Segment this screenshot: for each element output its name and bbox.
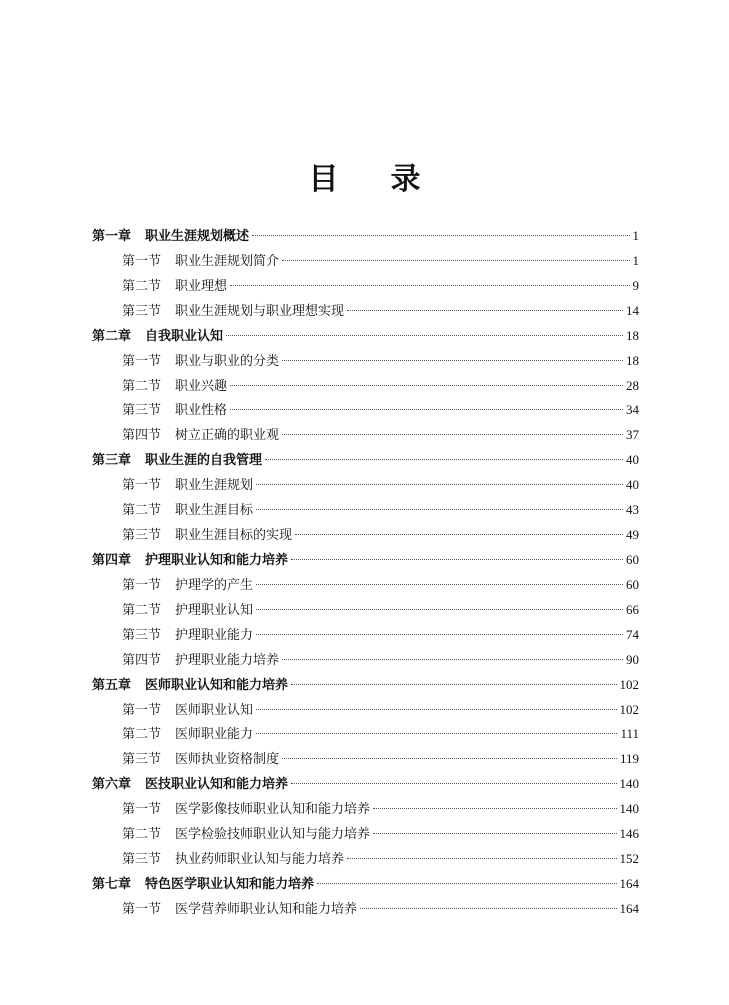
dot-leader	[282, 260, 629, 261]
toc-entry-number: 第三节	[122, 627, 162, 643]
toc-entry-page-number: 40	[626, 452, 639, 468]
toc-entry-title: 职业与职业的分类	[175, 353, 280, 369]
toc-entry-page-number: 74	[626, 626, 639, 642]
toc-entry-page-number: 1	[632, 252, 639, 268]
dot-leader	[230, 385, 623, 386]
toc-entry-title: 医师职业认知和能力培养	[145, 677, 289, 693]
toc-entry-page-number: 111	[620, 726, 639, 742]
toc-entry-title: 医学营养师职业认知和能力培养	[175, 901, 358, 917]
toc-entry-title: 职业生涯规划简介	[175, 253, 280, 269]
dot-leader	[252, 235, 629, 236]
toc-chapter-entry[interactable]	[92, 673, 639, 698]
toc-entry-title: 自我职业认知	[145, 328, 224, 344]
toc-entry-page-number: 164	[619, 900, 639, 916]
toc-entry-page-number: 140	[619, 801, 639, 817]
toc-entry-number: 第二节	[122, 727, 162, 743]
toc-entry-title: 医师职业认知	[175, 702, 254, 718]
toc-chapter-entry[interactable]	[92, 872, 639, 897]
toc-entry-number: 第七章	[92, 876, 132, 892]
toc-entry-page-number: 9	[632, 277, 639, 293]
toc-entry-number: 第二节	[122, 602, 162, 618]
dot-leader	[295, 534, 623, 535]
dot-leader	[317, 883, 616, 884]
toc-entry-number: 第一节	[122, 478, 162, 494]
dot-leader	[282, 434, 623, 435]
toc-section-entry[interactable]	[92, 573, 639, 598]
toc-chapter-entry[interactable]	[92, 224, 639, 249]
toc-entry-number: 第三节	[122, 528, 162, 544]
toc-entry-page-number: 1	[632, 228, 639, 243]
toc-section-entry[interactable]	[92, 473, 639, 498]
toc-entry-page-number: 60	[626, 576, 639, 592]
toc-section-entry[interactable]	[92, 374, 639, 399]
dot-leader	[256, 634, 623, 635]
toc-entry-title: 职业生涯目标	[175, 503, 254, 519]
toc-section-entry[interactable]	[92, 398, 639, 423]
toc-entry-number: 第一章	[92, 229, 132, 244]
toc-section-entry[interactable]	[92, 274, 639, 299]
toc-entry-page-number: 119	[619, 751, 639, 767]
toc-chapter-entry[interactable]	[92, 448, 639, 473]
dot-leader	[373, 833, 616, 834]
toc-entry-title: 职业性格	[175, 403, 228, 419]
toc-section-entry[interactable]	[92, 598, 639, 623]
toc-entry-page-number: 40	[626, 477, 639, 493]
toc-section-entry[interactable]	[92, 299, 639, 324]
toc-entry-number: 第三节	[122, 403, 162, 419]
toc-entry-number: 第三节	[122, 303, 162, 319]
toc-entry-number: 第四节	[122, 652, 162, 668]
toc-entry-number: 第四节	[122, 428, 162, 444]
toc-entry-title: 医学检验技师职业认知与能力培养	[175, 827, 371, 843]
toc-entry-title: 护理职业认知	[175, 602, 254, 618]
dot-leader	[291, 783, 616, 784]
toc-entry-number: 第一节	[122, 802, 162, 818]
toc-section-entry[interactable]	[92, 698, 639, 723]
toc-section-entry[interactable]	[92, 249, 639, 274]
toc-entry-number: 第一节	[122, 577, 162, 593]
toc-entry-title: 职业生涯目标的实现	[175, 528, 293, 544]
toc-entry-title: 职业兴趣	[175, 378, 228, 394]
toc-entry-page-number: 90	[626, 651, 639, 667]
page-title: 目录	[308, 162, 473, 197]
toc-entry-title: 职业理想	[175, 278, 228, 294]
toc-entry-title: 特色医学职业认知和能力培养	[145, 876, 315, 892]
toc-chapter-entry[interactable]	[92, 548, 639, 573]
toc-entry-title: 护理职业能力	[175, 627, 254, 643]
toc-entry-number: 第二节	[122, 378, 162, 394]
toc-entry-page-number: 66	[626, 601, 639, 617]
dot-leader	[256, 709, 616, 710]
toc-entry-title: 护理学的产生	[175, 577, 254, 593]
dot-leader	[360, 908, 616, 909]
toc-entry-page-number: 152	[619, 851, 639, 867]
toc-section-entry[interactable]	[92, 897, 639, 922]
toc-entry-title: 职业生涯规划	[175, 478, 254, 494]
toc-section-entry[interactable]	[92, 349, 639, 374]
toc-section-entry[interactable]	[92, 822, 639, 847]
dot-leader	[256, 509, 623, 510]
dot-leader	[291, 684, 616, 685]
toc-entry-page-number: 140	[619, 776, 639, 792]
toc-entry-page-number: 164	[619, 875, 639, 891]
dot-leader	[256, 484, 623, 485]
toc-entry-page-number: 102	[619, 701, 639, 717]
dot-leader	[256, 609, 623, 610]
toc-entry-page-number: 18	[626, 327, 639, 343]
toc-entry-title: 执业药师职业认知与能力培养	[175, 852, 345, 868]
dot-leader	[373, 808, 616, 809]
toc-entry-page-number: 37	[626, 427, 639, 443]
toc-entry-title: 医师职业能力	[175, 727, 254, 743]
table-of-contents	[92, 224, 639, 922]
toc-entry-number: 第一节	[122, 353, 162, 369]
toc-entry-title: 医学影像技师职业认知和能力培养	[175, 802, 371, 818]
toc-entry-number: 第二节	[122, 278, 162, 294]
toc-section-entry[interactable]	[92, 648, 639, 673]
toc-entry-title: 医师执业资格制度	[175, 752, 280, 768]
toc-entry-title: 职业生涯规划与职业理想实现	[175, 303, 345, 319]
dot-leader	[230, 409, 623, 410]
toc-entry-number: 第三节	[122, 852, 162, 868]
toc-chapter-entry[interactable]	[92, 772, 639, 797]
dot-leader	[226, 335, 623, 336]
toc-entry-title: 护理职业认知和能力培养	[145, 552, 289, 568]
toc-section-entry[interactable]	[92, 498, 639, 523]
toc-entry-page-number: 49	[626, 527, 639, 543]
toc-entry-page-number: 34	[626, 402, 639, 418]
toc-chapter-entry[interactable]	[92, 324, 639, 349]
toc-entry-number: 第二节	[122, 827, 162, 843]
toc-entry-title: 医技职业认知和能力培养	[145, 777, 289, 793]
toc-entry-page-number: 14	[626, 302, 639, 318]
dot-leader	[282, 659, 623, 660]
toc-entry-title: 职业生涯的自我管理	[145, 453, 263, 469]
toc-section-entry[interactable]	[92, 423, 639, 448]
toc-entry-number: 第五章	[92, 677, 132, 693]
dot-leader	[256, 584, 623, 585]
toc-entry-page-number: 102	[619, 676, 639, 692]
dot-leader	[347, 310, 623, 311]
toc-entry-number: 第六章	[92, 777, 132, 793]
toc-entry-number: 第一节	[122, 702, 162, 718]
toc-entry-number: 第一节	[122, 253, 162, 269]
dot-leader	[291, 559, 623, 560]
toc-entry-page-number: 18	[626, 352, 639, 368]
toc-entry-page-number: 28	[626, 377, 639, 393]
toc-entry-number: 第四章	[92, 552, 132, 568]
toc-entry-page-number: 43	[626, 502, 639, 518]
toc-entry-number: 第三节	[122, 752, 162, 768]
dot-leader	[282, 758, 617, 759]
toc-entry-page-number: 60	[626, 551, 639, 567]
toc-entry-title: 护理职业能力培养	[175, 652, 280, 668]
dot-leader	[230, 285, 629, 286]
toc-entry-page-number: 146	[619, 826, 639, 842]
toc-section-entry[interactable]	[92, 523, 639, 548]
toc-section-entry[interactable]	[92, 847, 639, 872]
dot-leader	[347, 858, 616, 859]
toc-section-entry[interactable]	[92, 797, 639, 822]
toc-section-entry[interactable]	[92, 623, 639, 648]
dot-leader	[282, 360, 623, 361]
toc-entry-number: 第三章	[92, 453, 132, 469]
toc-entry-title: 树立正确的职业观	[175, 428, 280, 444]
toc-entry-number: 第二节	[122, 503, 162, 519]
toc-section-entry[interactable]	[92, 722, 639, 747]
toc-section-entry[interactable]	[92, 747, 639, 772]
toc-entry-title: 职业生涯规划概述	[145, 229, 250, 244]
toc-entry-number: 第二章	[92, 328, 132, 344]
toc-entry-number: 第一节	[122, 901, 162, 917]
dot-leader	[265, 459, 623, 460]
dot-leader	[256, 733, 617, 734]
